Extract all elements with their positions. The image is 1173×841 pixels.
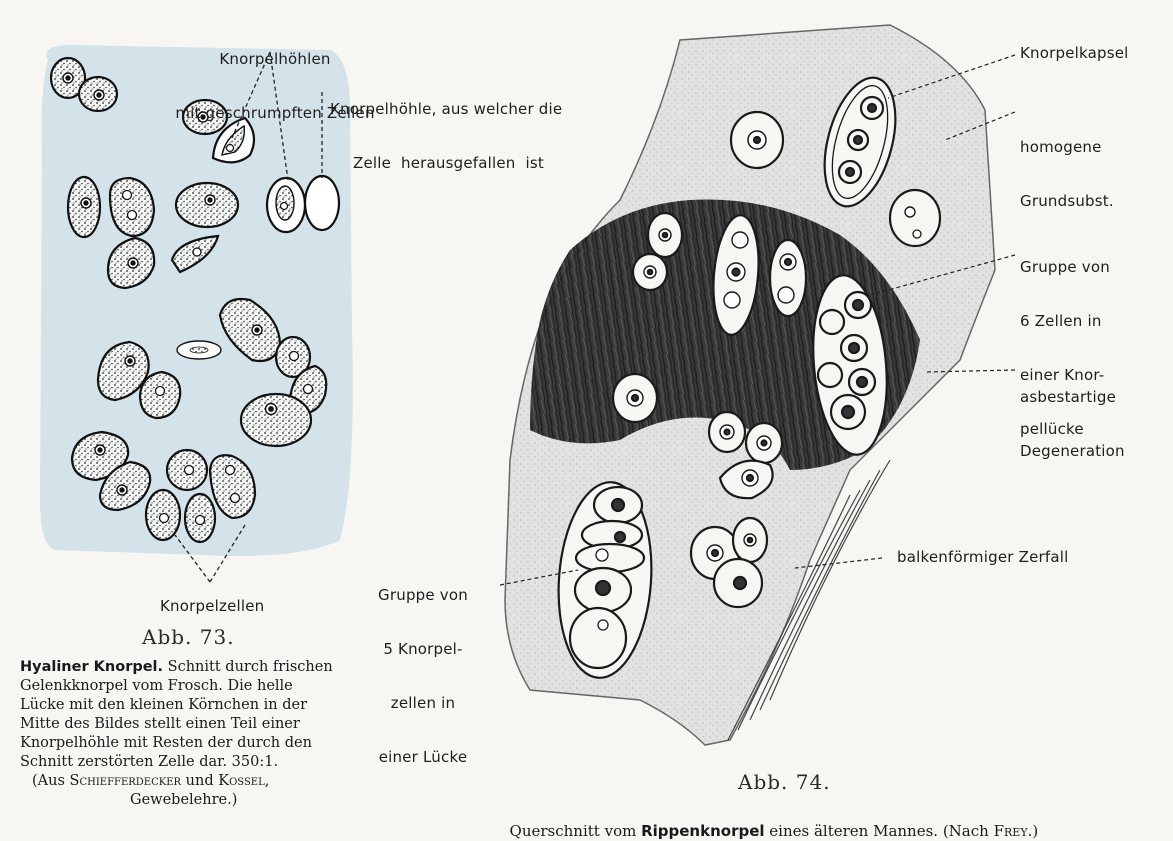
label-line: einer Lücke bbox=[378, 748, 468, 766]
cartilage-cell bbox=[890, 190, 940, 246]
cartilage-cell bbox=[167, 450, 207, 490]
caption-text: .) bbox=[1027, 822, 1039, 840]
caption-line: Knorpelhöhle mit Resten der durch den bbox=[20, 735, 312, 751]
caption-text: und bbox=[181, 773, 219, 789]
caption-text: (Aus bbox=[32, 773, 70, 789]
label-cartilage-capsule: Knorpelkapsel bbox=[1020, 44, 1129, 62]
author-name: Schiefferdecker bbox=[69, 773, 182, 789]
label-cartilage-cells: Knorpelzellen bbox=[160, 597, 265, 615]
label-line: einer Knor- bbox=[1020, 366, 1105, 384]
caption-line: Schnitt zerstörten Zelle dar. 350:1. bbox=[20, 754, 279, 770]
cartilage-cell bbox=[746, 423, 782, 463]
cartilage-cell bbox=[176, 183, 238, 227]
label-beam-disintegration: balkenförmiger Zerfall bbox=[897, 548, 1069, 566]
cartilage-cell-column bbox=[770, 240, 806, 316]
cartilage-cell bbox=[613, 374, 657, 422]
caption-line bbox=[20, 772, 360, 791]
label-line: 5 Knorpel- bbox=[383, 640, 463, 658]
label-line: pellücke bbox=[1020, 420, 1084, 438]
cartilage-cell bbox=[648, 213, 682, 257]
caption-text: , bbox=[264, 773, 270, 789]
cartilage-cell bbox=[185, 494, 215, 542]
empty-lacuna-center bbox=[177, 341, 221, 359]
fig73-number: Abb. 73. bbox=[142, 625, 235, 649]
label-line: asbestartige bbox=[1020, 388, 1117, 406]
cartilage-cell bbox=[140, 372, 180, 418]
caption-line: Lücke mit den kleinen Körnchen in der bbox=[20, 697, 308, 713]
label-line: Gruppe von bbox=[378, 586, 468, 604]
caption-line: Mitte des Bildes stellt einen Teil einer bbox=[20, 716, 300, 732]
label-line: Knorpelhöhle, aus welcher die bbox=[330, 100, 563, 118]
label-line: Degeneration bbox=[1020, 442, 1125, 460]
cartilage-cell bbox=[79, 77, 117, 111]
cartilage-cell bbox=[110, 178, 154, 236]
label-asbestos-degeneration bbox=[1020, 352, 1125, 478]
cartilage-cell bbox=[731, 112, 783, 168]
label-line: Knorpelhöhlen bbox=[219, 50, 331, 68]
author-name: Frey bbox=[993, 822, 1028, 840]
fig74-caption bbox=[500, 803, 1038, 841]
caption-text: eines älteren Mannes. (Nach bbox=[764, 822, 994, 840]
author-name: Kossel bbox=[218, 773, 265, 789]
cartilage-cell bbox=[709, 412, 745, 452]
cartilage-cell bbox=[733, 518, 767, 562]
caption-text: Schnitt durch frischen bbox=[163, 659, 333, 675]
cartilage-cell bbox=[146, 490, 180, 540]
label-line: Gruppe von bbox=[1020, 258, 1110, 276]
cartilage-cell bbox=[68, 177, 100, 237]
caption-bold: Rippenknorpel bbox=[641, 822, 765, 840]
label-line: homogene bbox=[1020, 138, 1102, 156]
label-line: 6 Zellen in bbox=[1020, 312, 1102, 330]
shrunken-cell bbox=[267, 178, 305, 232]
fig74-number: Abb. 74. bbox=[738, 770, 831, 794]
cartilage-cell bbox=[241, 394, 311, 446]
caption-line: Gewebelehre.) bbox=[130, 792, 238, 808]
label-line: mit geschrumpften Zellen bbox=[175, 104, 375, 122]
caption-text: Querschnitt vom bbox=[509, 822, 642, 840]
cartilage-cell bbox=[714, 559, 762, 607]
caption-line bbox=[20, 658, 360, 677]
label-line: Grundsubst. bbox=[1020, 192, 1114, 210]
label-line: Zelle herausgefallen ist bbox=[353, 154, 544, 172]
cartilage-cell bbox=[633, 254, 667, 290]
label-group-of-5 bbox=[368, 550, 478, 784]
label-homogeneous-matrix bbox=[1020, 102, 1114, 228]
fig73-caption bbox=[20, 658, 360, 810]
caption-line: Gelenkknorpel vom Frosch. Die helle bbox=[20, 678, 293, 694]
label-line: zellen in bbox=[390, 694, 456, 712]
caption-bold: Hyaliner Knorpel. bbox=[20, 659, 164, 675]
